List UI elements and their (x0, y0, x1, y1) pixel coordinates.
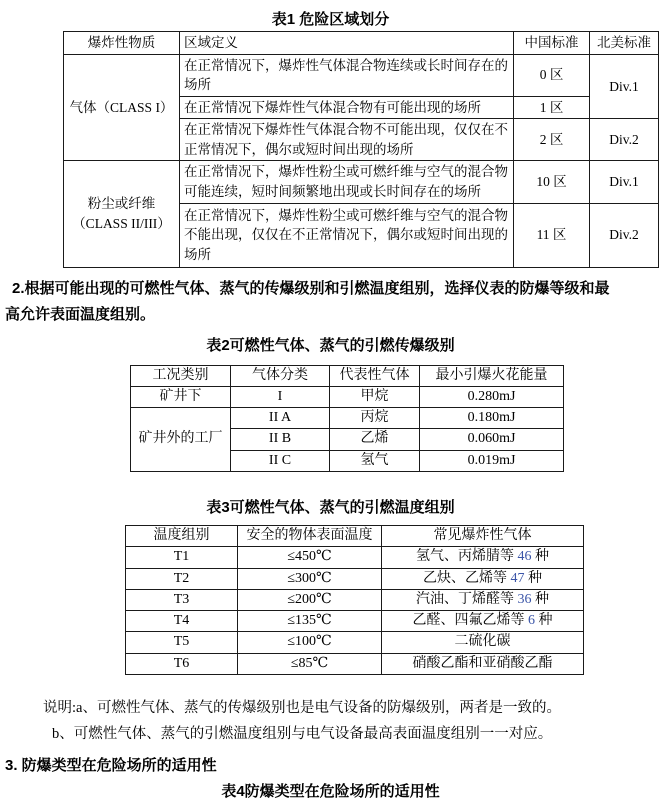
common-gases-cell (382, 589, 584, 610)
substance-dust-line2: （CLASS II/III） (72, 215, 171, 231)
table2-header-row (131, 365, 564, 386)
table1-header-cn-standard: 中国标准 (514, 32, 590, 55)
temp-group-cell: T4 (126, 611, 238, 632)
na-standard-cell: Div.1 (590, 161, 659, 203)
category-mine-cell: 矿井下 (131, 386, 231, 407)
substance-gas-cell: 气体（CLASS I） (64, 54, 180, 161)
surface-temp-cell: ≤135℃ (238, 611, 382, 632)
gases-text: 乙炔、乙烯等 (423, 570, 511, 586)
table1-title: 表1 危险区域划分 (271, 11, 390, 28)
substance-dust-line1: 粉尘或纤维 (87, 196, 156, 212)
paragraph-2 (5, 276, 651, 328)
table3-row-t6 (126, 653, 584, 674)
table2-header-condition: 工况类别 (131, 365, 231, 386)
gas-class-cell: II A (231, 408, 330, 429)
notes-block (43, 695, 661, 747)
gases-suffix: 种 (524, 570, 542, 586)
cn-standard-cell: 10 区 (514, 161, 590, 203)
table3-header-safe-surface-temp: 安全的物体表面温度 (238, 525, 382, 546)
table1-header-na-standard: 北美标准 (590, 32, 659, 55)
table2-header-representative-gas: 代表性气体 (330, 365, 420, 386)
na-standard-cell: Div.2 (590, 119, 659, 161)
table3-header-temp-group: 温度组别 (126, 525, 238, 546)
gases-text: 氢气、丙烯腈等 (416, 549, 518, 565)
section-3-heading: 3. 防爆类型在危险场所的适用性 (5, 757, 217, 775)
zone-definition-cell: 在正常情况下，爆炸性粉尘或可燃纤维与空气的混合物不能出现，仅仅在不正常情况下，偶尔或短时间出现的场所 (180, 203, 514, 267)
gases-text: 硝酸乙酯和亚硝酸乙酯 (412, 655, 553, 671)
paragraph-2-line1: 2.根据可能出现的可燃性气体、蒸气的传爆级别和引燃温度组别，选择仪表的防爆等级和最 (12, 279, 610, 297)
table3-title: 表3可燃性气体、蒸气的引燃温度组别 (206, 498, 455, 516)
common-gases-cell (382, 632, 584, 653)
surface-temp-cell: ≤300℃ (238, 568, 382, 589)
surface-temp-cell: ≤450℃ (238, 547, 382, 568)
table2-header-min-energy: 最小引爆火花能量 (420, 365, 564, 386)
common-gases-cell (382, 568, 584, 589)
table1-header-zone-definition: 区域定义 (180, 32, 514, 55)
surface-temp-cell: ≤85℃ (238, 653, 382, 674)
temp-group-cell: T5 (126, 632, 238, 653)
gas-class-cell: II C (231, 450, 330, 471)
table1-hazardous-area-classification (63, 31, 659, 268)
cn-standard-cell: 1 区 (514, 96, 590, 119)
zone-definition-cell: 在正常情况下爆炸性气体混合物有可能出现的场所 (180, 96, 514, 119)
gas-cell: 氢气 (330, 450, 420, 471)
table1-header-row (64, 32, 659, 55)
gases-suffix: 种 (531, 549, 549, 565)
note-line-b: b、可燃性气体、蒸气的引燃温度组别与电气设备最高表面温度组别一一对应。 (52, 726, 553, 743)
gases-count: 6 (528, 613, 535, 629)
min-energy-cell: 0.180mJ (420, 408, 564, 429)
gases-text: 二硫化碳 (454, 634, 511, 650)
table1-row-zone0 (64, 54, 659, 96)
table3-row-t4 (126, 611, 584, 632)
common-gases-cell (382, 547, 584, 568)
zone-definition-cell: 在正常情况下爆炸性气体混合物不可能出现，仅仅在不正常情况下，偶尔或短时间出现的场所 (180, 119, 514, 161)
paragraph-2-line2: 高允许表面温度组别。 (5, 305, 156, 323)
table2-title: 表2可燃性气体、蒸气的引燃传爆级别 (206, 336, 455, 354)
na-standard-cell: Div.1 (590, 54, 659, 119)
gases-count: 47 (510, 570, 525, 586)
gases-suffix: 种 (531, 591, 549, 607)
table1-header-substance: 爆炸性物质 (64, 32, 180, 55)
gas-cell: 丙烷 (330, 408, 420, 429)
temp-group-cell: T3 (126, 589, 238, 610)
common-gases-cell (382, 611, 584, 632)
min-energy-cell: 0.019mJ (420, 450, 564, 471)
gas-class-cell: II B (231, 429, 330, 450)
table3-row-t5 (126, 632, 584, 653)
common-gases-cell (382, 653, 584, 674)
min-energy-cell: 0.060mJ (420, 429, 564, 450)
surface-temp-cell: ≤200℃ (238, 589, 382, 610)
cn-standard-cell: 2 区 (514, 119, 590, 161)
gases-count: 46 (517, 549, 532, 565)
temp-group-cell: T6 (126, 653, 238, 674)
zone-definition-cell: 在正常情况下，爆炸性气体混合物连续或长时间存在的场所 (180, 54, 514, 96)
min-energy-cell: 0.280mJ (420, 386, 564, 407)
table3-header-row (126, 525, 584, 546)
table2-ignition-explosion-class (130, 365, 564, 472)
table3-header-common-gases: 常见爆炸性气体 (382, 525, 584, 546)
cn-standard-cell: 0 区 (514, 54, 590, 96)
temp-group-cell: T1 (126, 547, 238, 568)
table4-title: 表4防爆类型在危险场所的适用性 (221, 783, 440, 800)
gases-count: 36 (517, 591, 532, 607)
gases-text: 汽油、丁烯醛等 (416, 591, 518, 607)
temp-group-cell: T2 (126, 568, 238, 589)
category-factory-cell: 矿井外的工厂 (131, 408, 231, 472)
table2-header-gas-class: 气体分类 (231, 365, 330, 386)
gas-cell: 甲烷 (330, 386, 420, 407)
zone-definition-cell: 在正常情况下，爆炸性粉尘或可燃纤维与空气的混合物可能连续，短时间频繁地出现或长时间存在的场所 (180, 161, 514, 203)
table2-row-mine (131, 386, 564, 407)
table3-ignition-temperature-groups (125, 525, 584, 675)
surface-temp-cell: ≤100℃ (238, 632, 382, 653)
note-line-a: 说明:a、可燃性气体、蒸气的传爆级别也是电气设备的防爆级别，两者是一致的。 (43, 700, 561, 717)
table2-row-iia (131, 408, 564, 429)
gases-suffix: 种 (535, 613, 553, 629)
na-standard-cell: Div.2 (590, 203, 659, 267)
table1-row-zone10 (64, 161, 659, 203)
cn-standard-cell: 11 区 (514, 203, 590, 267)
table3-row-t3 (126, 589, 584, 610)
gas-cell: 乙烯 (330, 429, 420, 450)
gases-text: 乙醛、四氟乙烯等 (412, 613, 528, 629)
substance-dust-cell (64, 161, 180, 267)
table3-row-t1 (126, 547, 584, 568)
table3-row-t2 (126, 568, 584, 589)
gas-class-cell: I (231, 386, 330, 407)
